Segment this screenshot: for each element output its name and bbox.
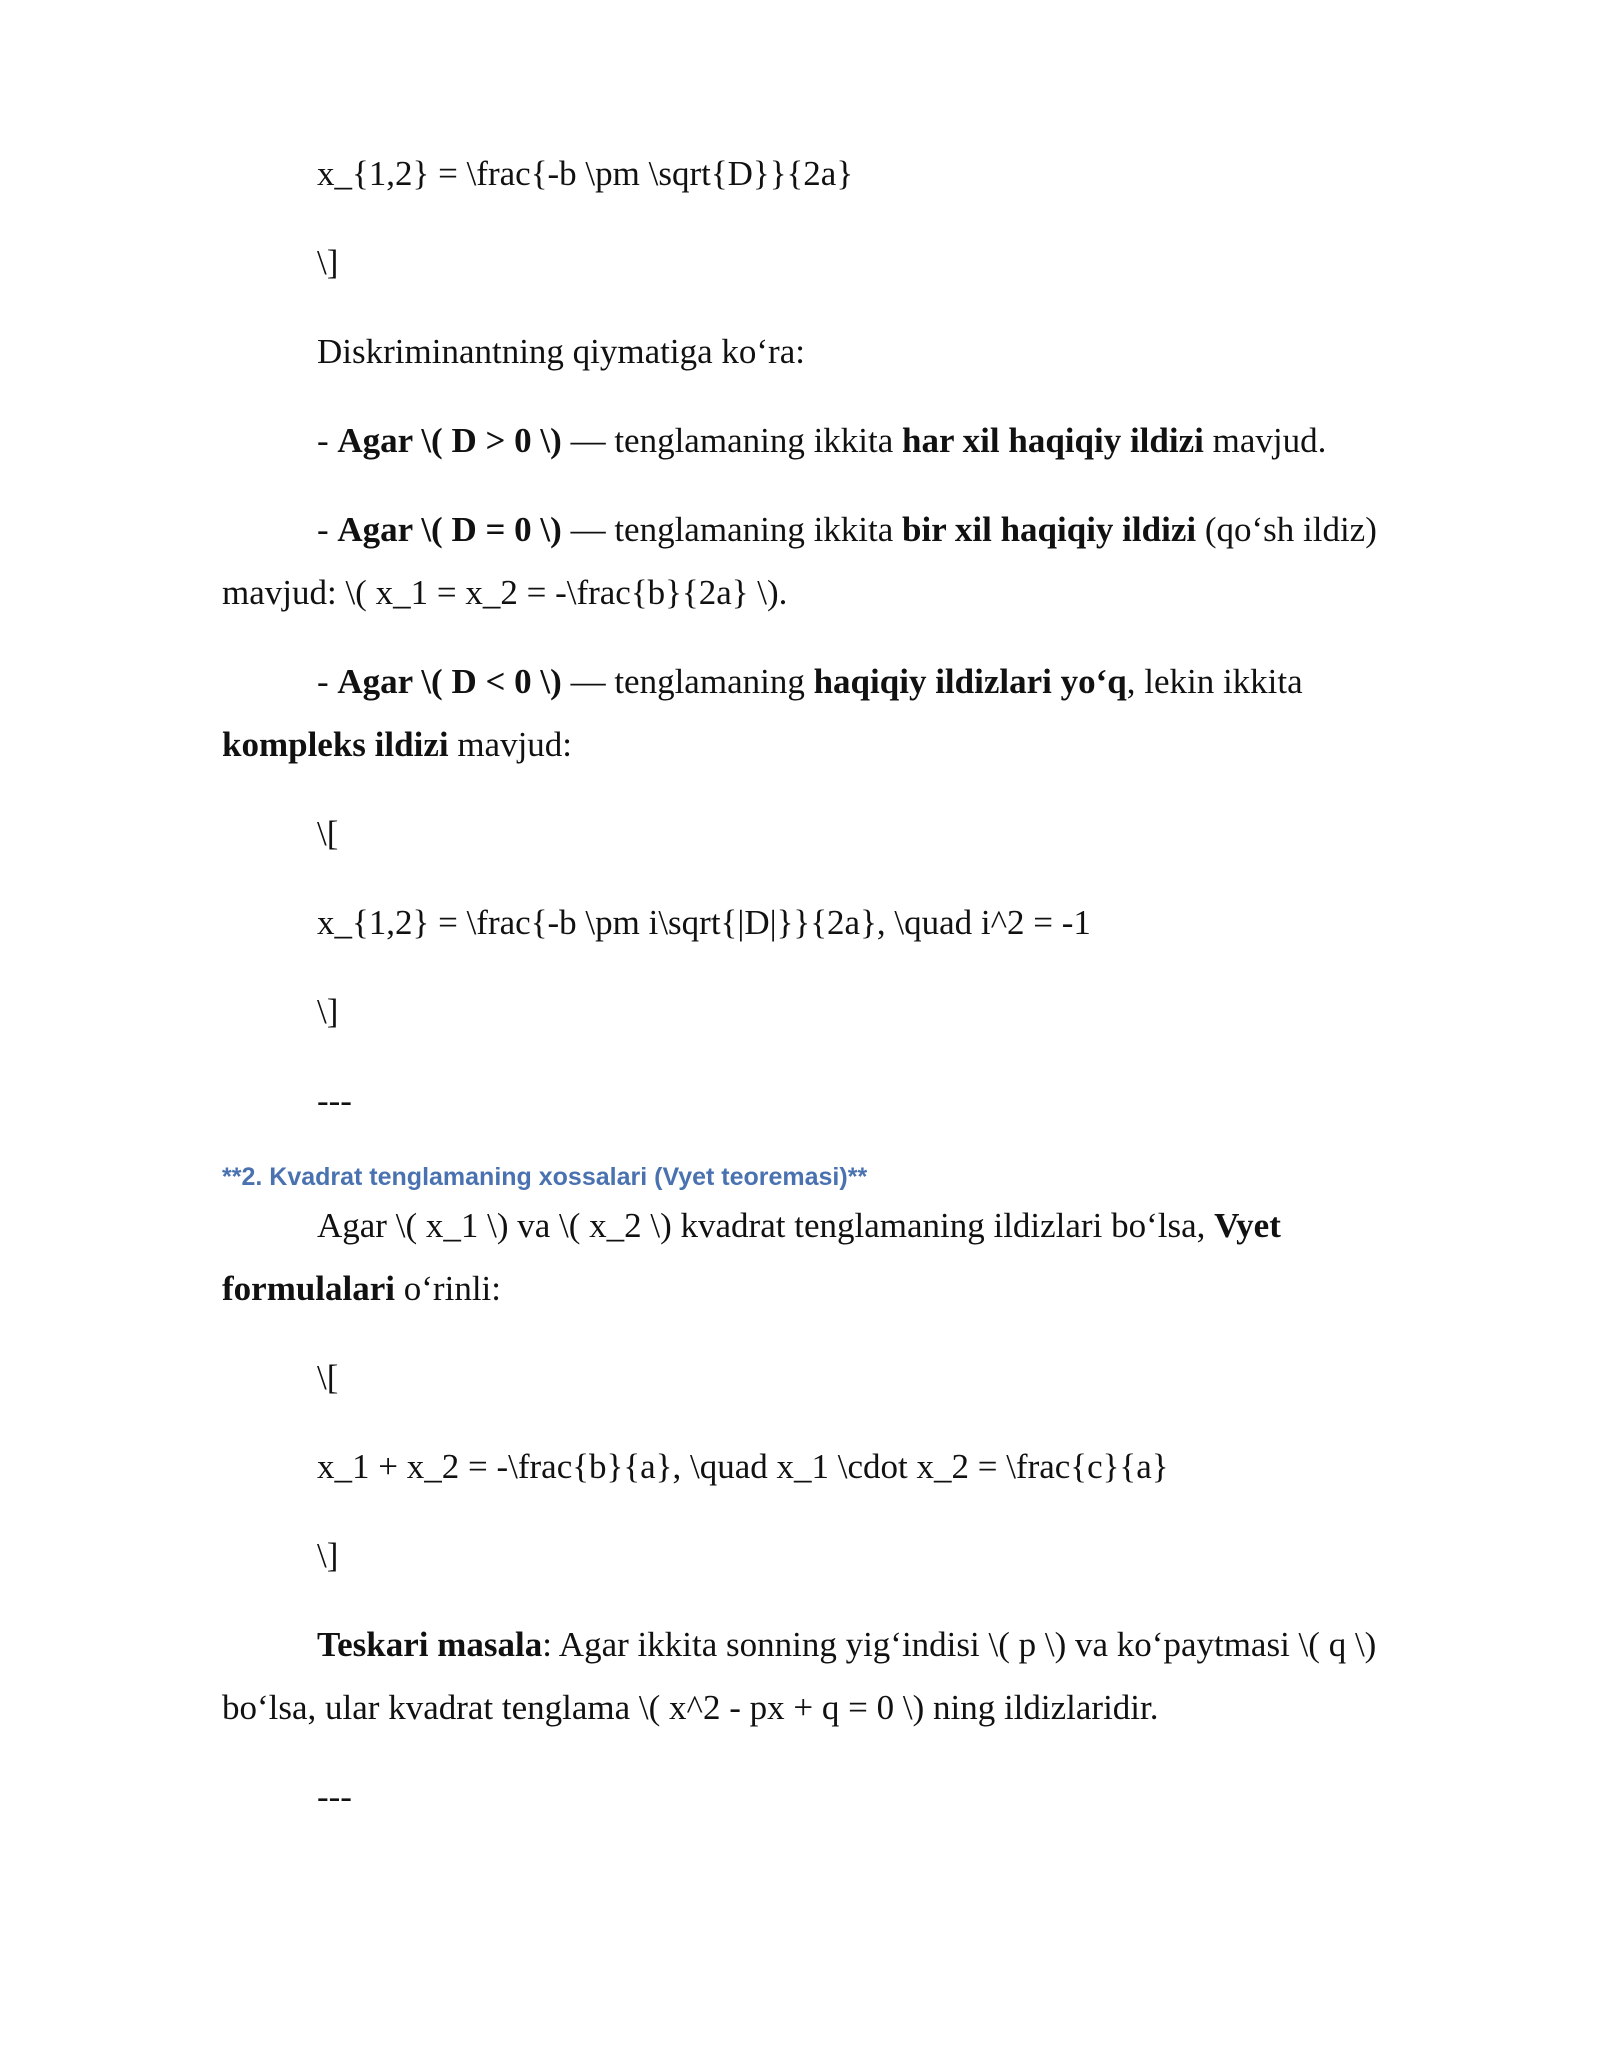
- display-math-close: \]: [317, 1536, 339, 1575]
- vieta-end: o‘rinli:: [395, 1269, 501, 1308]
- case-text: — tenglamaning: [561, 662, 814, 701]
- case-prefix: -: [317, 662, 338, 701]
- case-emphasis: haqiqiy ildizlari yo‘q: [813, 662, 1127, 701]
- discriminant-intro: Diskriminantning qiymatiga ko‘ra:: [317, 332, 805, 371]
- document-content: [222, 142, 1432, 1828]
- separator: ---: [317, 1081, 352, 1120]
- case-text-2: , lekin ikkita: [1126, 662, 1303, 701]
- display-math-open: \[: [317, 1358, 339, 1397]
- inverse-emphasis: Teskari masala: [317, 1625, 543, 1664]
- heading-stars-close: **: [847, 1163, 868, 1191]
- case-condition: Agar \( D > 0 \): [337, 421, 562, 460]
- case-d-negative: [222, 650, 1432, 776]
- vieta-text: Agar \( x_1 \) va \( x_2 \) kvadrat tenglamaning ildizlari bo‘lsa,: [317, 1206, 1215, 1245]
- case-end: (qo‘sh ildiz) mavjud: \( x_1 = x_2 = -\frac{b}{2a} \).: [222, 510, 1377, 612]
- vieta-emphasis: Vyet formulalari: [222, 1206, 1281, 1308]
- case-text: — tenglamaning ikkita: [561, 510, 903, 549]
- case-condition: Agar \( D = 0 \): [337, 510, 562, 549]
- display-math-close: \]: [317, 992, 339, 1031]
- heading-stars-open: **: [222, 1163, 242, 1191]
- inverse-problem: [222, 1613, 1432, 1739]
- formula-vieta: x_1 + x_2 = -\frac{b}{a}, \quad x_1 \cdot x_2 = \frac{c}{a}: [317, 1447, 1169, 1486]
- display-math-close: \]: [317, 243, 339, 282]
- case-d-zero: [222, 498, 1432, 624]
- case-d-positive: [222, 409, 1432, 472]
- case-prefix: -: [317, 510, 338, 549]
- inverse-text: : Agar ikkita sonning yig‘indisi \( p \) va ko‘paytmasi \( q \) bo‘lsa, ular kvadrat tenglama \( x^2 - px + q = 0 \) ning ildizlaridir.: [222, 1625, 1377, 1727]
- case-condition: Agar \( D < 0 \): [337, 662, 562, 701]
- separator: ---: [317, 1777, 352, 1816]
- case-emphasis: har xil haqiqiy ildizi: [902, 421, 1204, 460]
- section-heading: [222, 1160, 1432, 1194]
- display-math-open: \[: [317, 814, 339, 853]
- formula-roots-complex: x_{1,2} = \frac{-b \pm i\sqrt{|D|}}{2a}, \quad i^2 = -1: [317, 903, 1091, 942]
- vieta-intro: [222, 1194, 1432, 1320]
- case-end: mavjud:: [448, 725, 573, 764]
- case-emphasis: bir xil haqiqiy ildizi: [902, 510, 1197, 549]
- case-emphasis-2: kompleks ildizi: [222, 725, 449, 764]
- case-end: mavjud.: [1203, 421, 1327, 460]
- case-text: — tenglamaning ikkita: [561, 421, 903, 460]
- case-prefix: -: [317, 421, 338, 460]
- heading-text: 2. Kvadrat tenglamaning xossalari (Vyet teoremasi): [241, 1163, 848, 1191]
- formula-roots-real: x_{1,2} = \frac{-b \pm \sqrt{D}}{2a}: [317, 154, 854, 193]
